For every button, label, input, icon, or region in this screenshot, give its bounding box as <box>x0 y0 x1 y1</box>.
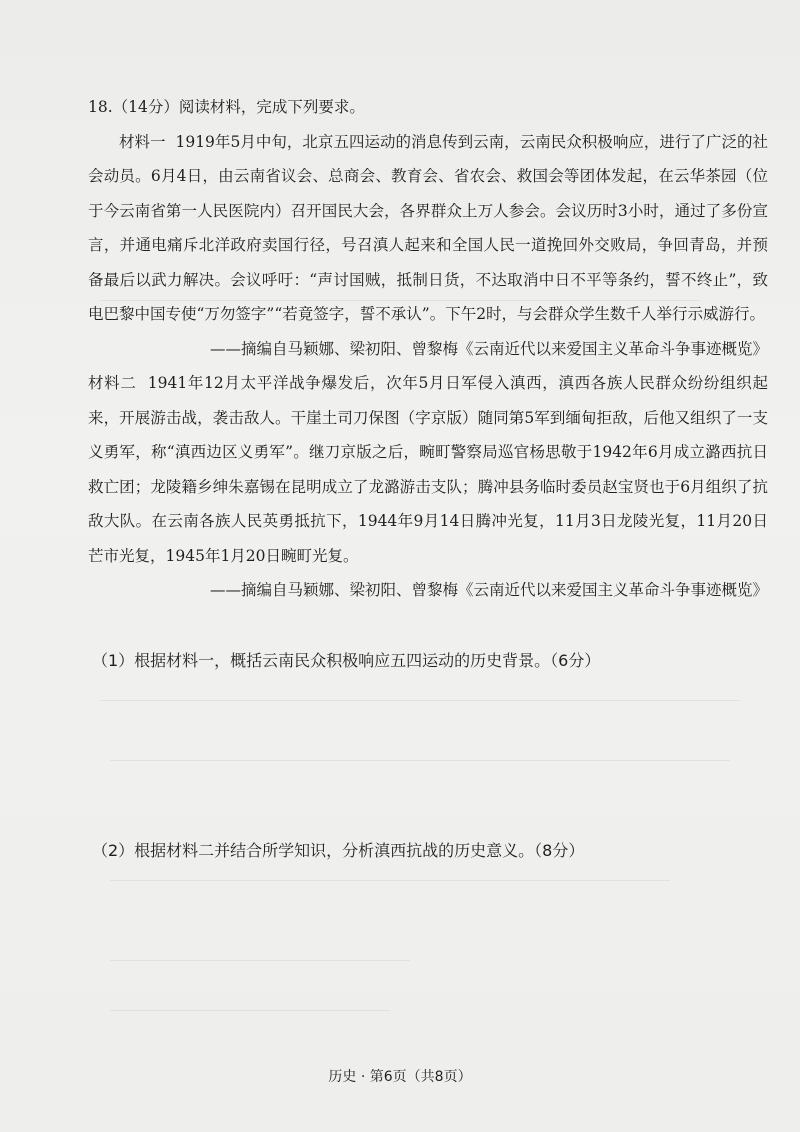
question-body <box>88 90 768 608</box>
bleed-line <box>110 760 730 761</box>
bleed-line <box>110 960 410 961</box>
material-two-label: 材料二 <box>88 374 137 392</box>
sub-question-1: （1）根据材料一，概括云南民众积极响应五四运动的历史背景。（6分） <box>92 651 601 670</box>
material-one-source: ——摘编自马颖娜、梁初阳、曾黎梅《云南近代以来爱国主义革命斗争事迹概览》 <box>209 339 768 358</box>
material-two <box>88 366 768 573</box>
bleed-line <box>110 1010 390 1011</box>
bleed-line <box>100 700 740 701</box>
page-footer: 历史 · 第6页（共8页） <box>328 1069 472 1085</box>
material-one-label: 材料一 <box>119 132 166 151</box>
sub-question-2: （2）根据材料二并结合所学知识，分析滇西抗战的历史意义。（8分） <box>92 841 585 860</box>
material-one-text: 1919年5月中旬，北京五四运动的消息传到云南，云南民众积极响应，进行了广泛的社会动员。6月4日，由云南省议会、总商会、教育会、省农会、救国会等团体发起，在云华茶园（位于今云南省第一人民医院内）召开国民大会，各界群众上万人参会。会议历时3小时，通过了多份宣言，并通电痛斥北洋政府卖国行径，号召滇人起来和全国人民一道挽回外交败局，争回青岛，并预备最后以武力解决。会议呼吁：“声讨国贼，抵制日货，不达取消中日不平等条约，誓不终止”，致电巴黎中国专使“万勿签字”“若竟签字，誓不承认”。下午2时，与会群众学生数千人举行示威游行。 <box>88 132 768 323</box>
question-header: 18.（14分）阅读材料，完成下列要求。 <box>88 98 365 116</box>
material-one <box>88 125 768 332</box>
material-two-source: ——摘编自马颖娜、梁初阳、曾黎梅《云南近代以来爱国主义革命斗争事迹概览》 <box>209 581 768 599</box>
material-two-text: 1941年12月太平洋战争爆发后，次年5月日军侵入滇西，滇西各族人民群众纷纷组织起来，开展游击战，袭击敌人。干崖土司刀保图（字京版）随同第5军到缅甸拒敌，后他又组织了一支义勇军，称“滇西边区义勇军”。继刀京版之后，畹町警察局巡官杨思敬于1942年6月成立潞西抗日救亡团；龙陵籍乡绅朱嘉锡在昆明成立了龙潞游击支队；腾冲县务临时委员赵宝贤也于6月组织了抗敌大队。在云南各族人民英勇抵抗下，1944年9月14日腾冲光复，11月3日龙陵光复，11月20日芒市光复，1945年1月20日畹町光复。 <box>88 374 768 565</box>
bleed-line <box>110 880 670 881</box>
